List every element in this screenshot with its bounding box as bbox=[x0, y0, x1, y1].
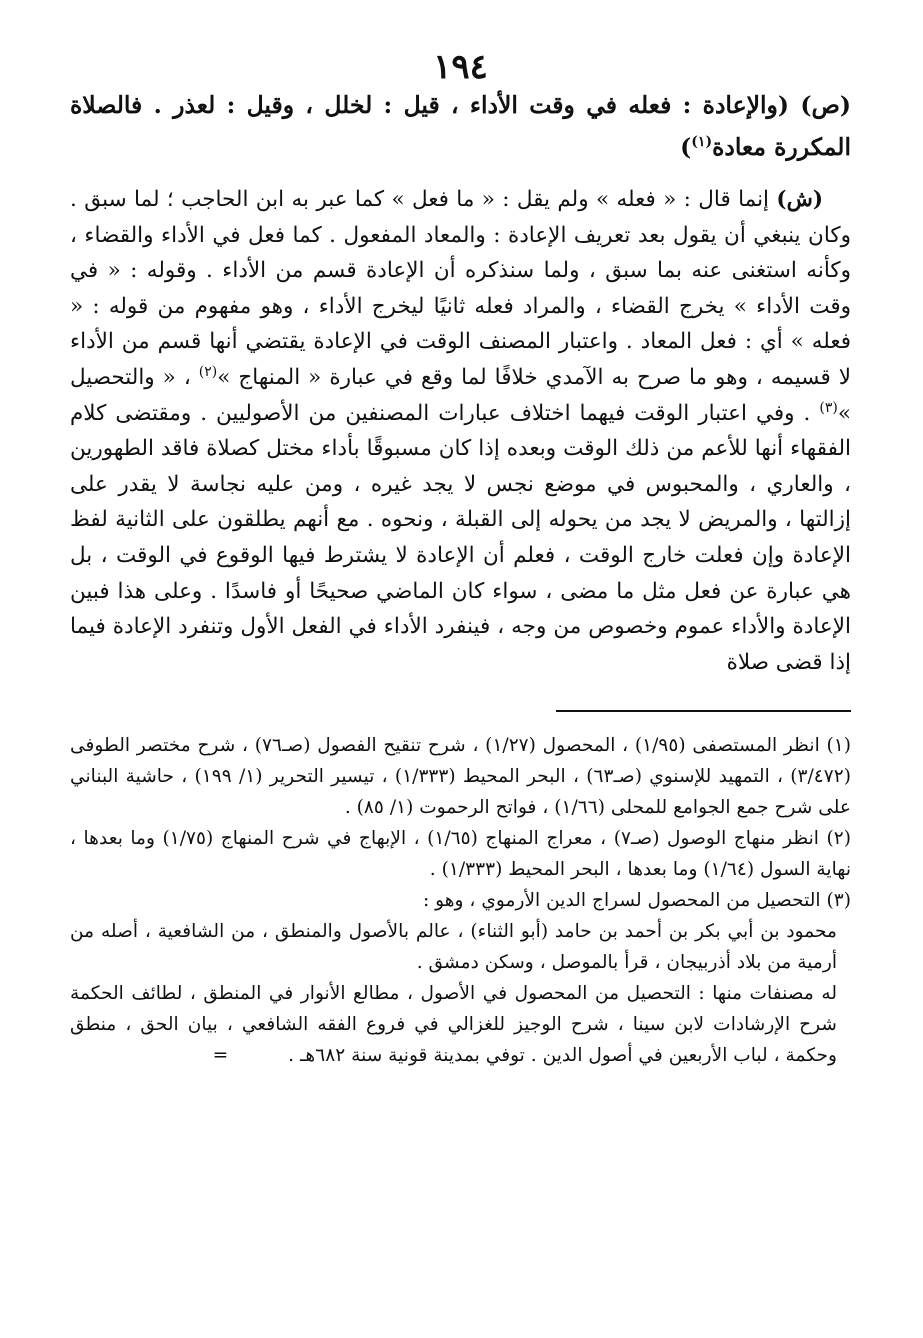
footnote-text: التحصيل من المحصول لسراج الدين الأرموي ، وهو : bbox=[422, 890, 827, 912]
sharh-text-1: إنما قال : « فعله » ولم يقل : « ما فعل » كما عبر به ابن الحاجب ؛ لما سبق . وكان ينبغي أن يقول بعد تعريف الإعادة : والمعاد المفعول . كما فعل في الأداء والقضاء ، وكأنه استغنى عنه بما سبق ، ولما سنذكره أن الإعادة قسم من الأداء . وقوله : « في وقت الأداء » يخرج القضاء ، والمراد فعله ثانيًا ليخرج الأداء ، وهو مفهوم من قوله : « فعله » أي : فعل المعاد . واعتبار المصنف الوقت في الإعادة يقتضي أنها قسم من الأداء لا قسيمه ، وهو ما صرح به الآمدي خلافًا لما وقع في عبارة « المنهاج » bbox=[70, 187, 851, 390]
sharh-text-3: . وفي اعتبار الوقت فيهما اختلاف عبارات المصنفين من الأصوليين . ومقتضى كلام الفقهاء أنها للأعم من ذلك الوقت وبعده إذا كان مسبوقًا بأداء مختل كصلاة فاقد الطهورين ، والعاري ، والمحبوس في موضع نجس لا يجد غيره ، ومن عليه نجاسة لا يقدر على إزالتها ، والمريض لا يجد من يحوله إلى القبلة ، ونحوه . مع أنهم يطلقون على الثانية لفظ الإعادة وإن فعلت خارج الوقت ، فعلم أن الإعادة لا يشترط فيها الوقوع في الوقت ، بل هي عبارة عن فعل مثل ما مضى ، سواء كان الماضي صحيحًا أو فاسدًا . وعلى هذا فبين الإعادة والأداء عموم وخصوص من وجه ، فينفرد الأداء في الفعل الأول وتنفرد الإعادة فيما إذا قضى صلاة bbox=[70, 400, 851, 675]
footnote-text: انظر المستصفى (١/٩٥) ، المحصول (١/٢٧) ، شرح تنقيح الفصول (صـ٧٦) ، شرح مختصر الطوفى (٣/٤٧٢) ، التمهيد للإسنوي (صـ٦٣) ، البحر المحيط (١/٣٣٣) ، تيسير التحرير (١/ ١٩٩) ، حاشية البناني على شرح جمع الجوامع للمحلى (١/٦٦) ، فواتح الرحموت (١/ ٨٥) . bbox=[70, 735, 851, 819]
matn-text: (والإعادة : فعله في وقت الأداء ، قيل : لخلل ، وقيل : لعذر . فالصلاة المكررة معادة bbox=[70, 91, 851, 161]
footnote-ref-2[interactable]: (٢) bbox=[198, 363, 218, 380]
footnote-1 bbox=[70, 730, 851, 823]
footnote-ref-3[interactable]: (٣) bbox=[819, 399, 838, 416]
matn-close: ) bbox=[680, 133, 692, 161]
footnote-number: (١) bbox=[826, 735, 851, 757]
footnote-3-works-text: له مصنفات منها : التحصيل من المحصول في الأصول ، مطالع الأنوار في المنطق ، لطائف الحكمة شرح الإرشادات لابن سينا ، شرح الوجيز للغزالي في فروع الفقه الشافعي ، بيان الحق ، منطق وحكمة ، لباب الأربعين في أصول الدين . توفي بمدينة قونية سنة ٦٨٢هـ . bbox=[70, 983, 837, 1067]
footnote-3 bbox=[70, 885, 851, 916]
footnote-3-bio: محمود بن أبي بكر بن أحمد بن حامد (أبو الثناء) ، عالم بالأصول والمنطق ، من الشافعية ، أصله من أرمية من بلاد أذربيجان ، قرأ بالموصل ، وسكن دمشق . bbox=[70, 921, 837, 974]
continuation-mark: = bbox=[212, 1045, 229, 1067]
sharh-paragraph bbox=[70, 182, 851, 680]
footnote-2 bbox=[70, 823, 851, 885]
matn-marker: (ص) bbox=[800, 91, 851, 119]
footnote-separator bbox=[556, 710, 851, 712]
footnote-ref-1[interactable]: (١) bbox=[691, 134, 713, 151]
footnote-text: انظر منهاج الوصول (صـ٧) ، معراج المنهاج (١/٦٥) ، الإبهاج في شرح المنهاج (١/٧٥) وما بعدها ، نهاية السول (١/٦٤) وما بعدها ، البحر المحيط (١/٣٣٣) . bbox=[70, 828, 851, 881]
footnote-number: (٣) bbox=[826, 890, 851, 912]
matn-paragraph bbox=[70, 84, 851, 168]
footnote-3-works bbox=[70, 978, 851, 1071]
footnotes bbox=[70, 730, 851, 1071]
sharh-text-2: ، « والتحصيل » bbox=[70, 364, 851, 426]
sharh-marker: (ش) bbox=[776, 187, 823, 212]
footnote-number: (٢) bbox=[826, 828, 851, 850]
page-number: ١٩٤ bbox=[433, 47, 488, 87]
